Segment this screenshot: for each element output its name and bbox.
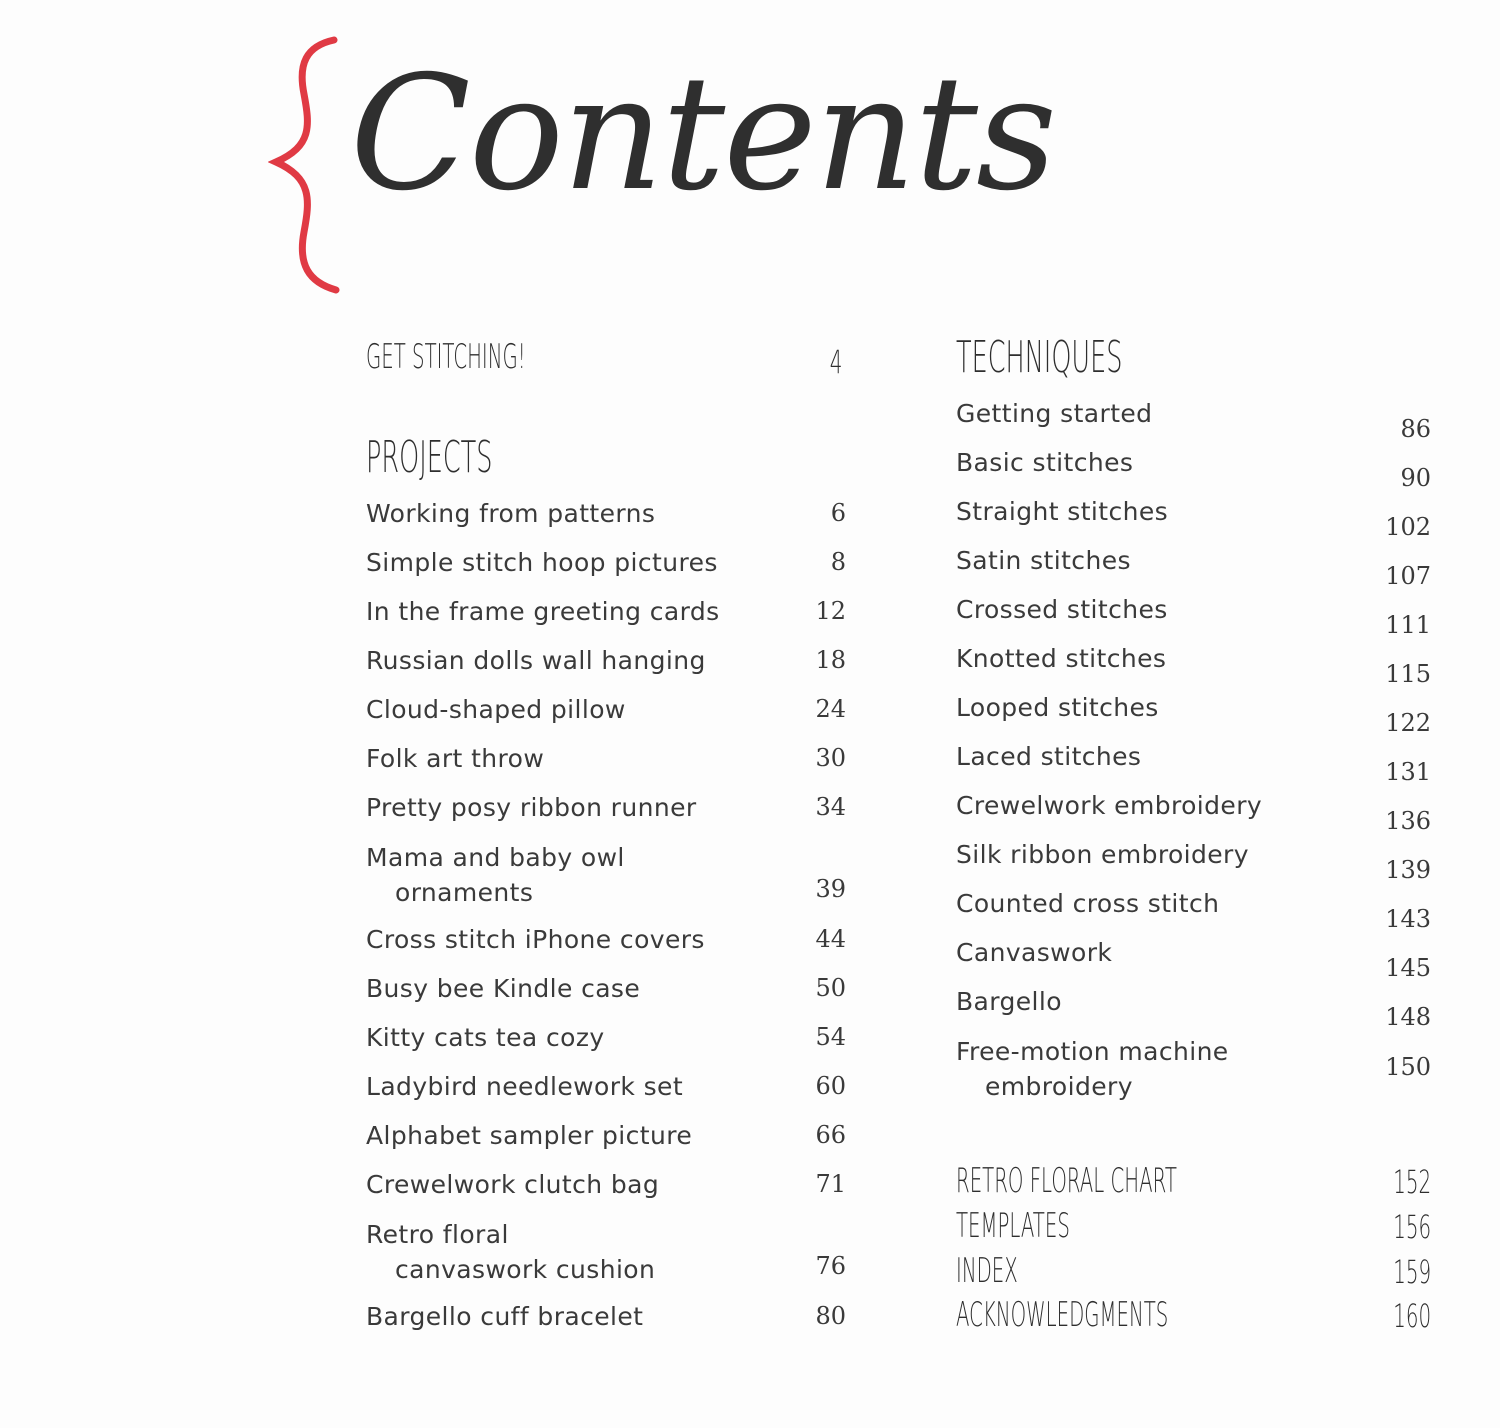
toc-entry-label: INDEX <box>956 1251 1018 1291</box>
toc-entry[interactable] <box>366 1069 846 1104</box>
toc-entry-page: 111 <box>1385 611 1431 639</box>
toc-entry-retro-floral-chart[interactable] <box>956 1161 1431 1204</box>
toc-entry-page: 30 <box>815 744 846 772</box>
toc-entry-page: 156 <box>1393 1208 1431 1246</box>
toc-entry[interactable] <box>956 641 1431 688</box>
page-title: Contents <box>350 42 1056 226</box>
toc-entry-page: 102 <box>1385 513 1431 541</box>
toc-entry-acknowledgments[interactable] <box>956 1295 1431 1338</box>
toc-entry-page: 12 <box>815 597 846 625</box>
toc-entry-label: Mama and baby owl ornaments <box>366 843 625 907</box>
toc-entry-label: Alphabet sampler picture <box>366 1121 693 1150</box>
toc-entry-label: Counted cross stitch <box>956 889 1220 918</box>
toc-entry-page: 160 <box>1393 1297 1431 1335</box>
toc-entry-label: Simple stitch hoop pictures <box>366 548 718 577</box>
toc-entry-page: 18 <box>815 646 846 674</box>
toc-entry-label: RETRO FLORAL CHART <box>956 1161 1177 1201</box>
toc-entry[interactable] <box>366 790 846 825</box>
toc-entry-page: 143 <box>1385 905 1431 933</box>
toc-entry[interactable] <box>956 788 1431 835</box>
toc-entry[interactable] <box>366 692 846 727</box>
toc-entry-label: Cloud-shaped pillow <box>366 695 626 724</box>
toc-entry[interactable] <box>366 1167 846 1202</box>
toc-entry[interactable] <box>956 543 1431 590</box>
toc-entry-page: 122 <box>1385 709 1431 737</box>
toc-entry-page: 76 <box>815 1252 846 1280</box>
toc-entry-label: ACKNOWLEDGMENTS <box>956 1295 1169 1335</box>
toc-entry-page: 90 <box>1400 464 1431 492</box>
toc-entry-label: Looped stitches <box>956 693 1159 722</box>
toc-entry[interactable] <box>366 741 846 776</box>
toc-entry-label: Free-motion machine embroidery <box>956 1037 1229 1101</box>
section-heading-projects: PROJECTS <box>366 432 493 483</box>
toc-entry-page: 60 <box>815 1072 846 1100</box>
toc-entry-page: 71 <box>815 1170 846 1198</box>
toc-entry-label: GET STITCHING! <box>366 337 526 377</box>
toc-entry-templates[interactable] <box>956 1206 1431 1249</box>
toc-entry-page: 6 <box>830 499 846 527</box>
toc-entry-page: 131 <box>1385 758 1431 786</box>
toc-entry-label: Knotted stitches <box>956 644 1167 673</box>
toc-entry-get-stitching[interactable] <box>366 337 846 385</box>
toc-entry[interactable] <box>366 1118 846 1153</box>
toc-entry[interactable] <box>366 1020 846 1055</box>
toc-entry[interactable] <box>956 1034 1431 1104</box>
toc-entry[interactable] <box>366 1299 846 1334</box>
toc-entry-label: Basic stitches <box>956 448 1134 477</box>
toc-entry[interactable] <box>366 1217 846 1287</box>
toc-entry-page: 44 <box>815 925 846 953</box>
toc-entry-page: 150 <box>1385 1053 1431 1081</box>
toc-entry-page: 66 <box>815 1121 846 1149</box>
toc-entry-label: Bargello <box>956 987 1062 1016</box>
toc-entry-label: In the frame greeting cards <box>366 597 720 626</box>
toc-entry[interactable] <box>956 445 1431 492</box>
toc-entry-label: Canvaswork <box>956 938 1113 967</box>
toc-entry-label: Russian dolls wall hanging <box>366 646 706 675</box>
toc-entry[interactable] <box>956 837 1431 884</box>
toc-entry-label: Silk ribbon embroidery <box>956 840 1249 869</box>
toc-entry-page: 107 <box>1385 562 1431 590</box>
toc-entry-index[interactable] <box>956 1251 1431 1294</box>
toc-entry-page: 54 <box>815 1023 846 1051</box>
toc-entry[interactable] <box>956 690 1431 737</box>
toc-entry-page: 148 <box>1385 1003 1431 1031</box>
toc-entry-label: Getting started <box>956 399 1153 428</box>
toc-entry-page: 50 <box>815 974 846 1002</box>
toc-entry-page: 8 <box>830 548 846 576</box>
toc-entry-page: 24 <box>815 695 846 723</box>
decorative-brace-icon <box>268 36 348 296</box>
toc-entry-label: Folk art throw <box>366 744 545 773</box>
toc-entry-label: Crewelwork embroidery <box>956 791 1263 820</box>
toc-entry[interactable] <box>956 984 1431 1031</box>
toc-entry-label: Straight stitches <box>956 497 1169 526</box>
toc-entry[interactable] <box>366 840 846 910</box>
toc-entry[interactable] <box>366 594 846 629</box>
toc-entry-page: 39 <box>815 875 846 903</box>
toc-entry-label: Retro floral canvaswork cushion <box>366 1220 656 1284</box>
toc-entry-page: 115 <box>1385 660 1431 688</box>
toc-entry-page: 4 <box>829 343 842 381</box>
toc-entry[interactable] <box>366 496 846 531</box>
toc-entry[interactable] <box>956 494 1431 541</box>
toc-entry[interactable] <box>366 545 846 580</box>
toc-entry-label: Busy bee Kindle case <box>366 974 641 1003</box>
toc-entry-label: Crossed stitches <box>956 595 1168 624</box>
toc-entry-label: Cross stitch iPhone covers <box>366 925 705 954</box>
toc-entry-page: 139 <box>1385 856 1431 884</box>
toc-entry-label: TEMPLATES <box>956 1206 1070 1246</box>
section-heading-techniques: TECHNIQUES <box>956 332 1123 383</box>
toc-entry-label: Laced stitches <box>956 742 1142 771</box>
toc-entry-label: Crewelwork clutch bag <box>366 1170 660 1199</box>
toc-entry-page: 152 <box>1393 1163 1431 1201</box>
toc-entry-label: Ladybird needlework set <box>366 1072 684 1101</box>
toc-entry-label: Kitty cats tea cozy <box>366 1023 605 1052</box>
toc-entry-page: 86 <box>1400 415 1431 443</box>
toc-entry-page: 136 <box>1385 807 1431 835</box>
toc-entry-label: Working from patterns <box>366 499 656 528</box>
toc-entry-page: 80 <box>815 1302 846 1330</box>
toc-entry-label: Pretty posy ribbon runner <box>366 793 697 822</box>
toc-entry-page: 159 <box>1393 1253 1431 1291</box>
toc-entry[interactable] <box>956 935 1431 982</box>
toc-entry[interactable] <box>366 971 846 1006</box>
toc-entry-page: 34 <box>815 793 846 821</box>
toc-entry[interactable] <box>956 396 1431 443</box>
toc-entry[interactable] <box>956 886 1431 933</box>
toc-entry-page: 145 <box>1385 954 1431 982</box>
toc-entry[interactable] <box>366 922 846 957</box>
toc-entry[interactable] <box>956 592 1431 639</box>
toc-entry-label: Satin stitches <box>956 546 1131 575</box>
toc-entry[interactable] <box>366 643 846 678</box>
toc-entry[interactable] <box>956 739 1431 786</box>
toc-entry-label: Bargello cuff bracelet <box>366 1302 644 1331</box>
